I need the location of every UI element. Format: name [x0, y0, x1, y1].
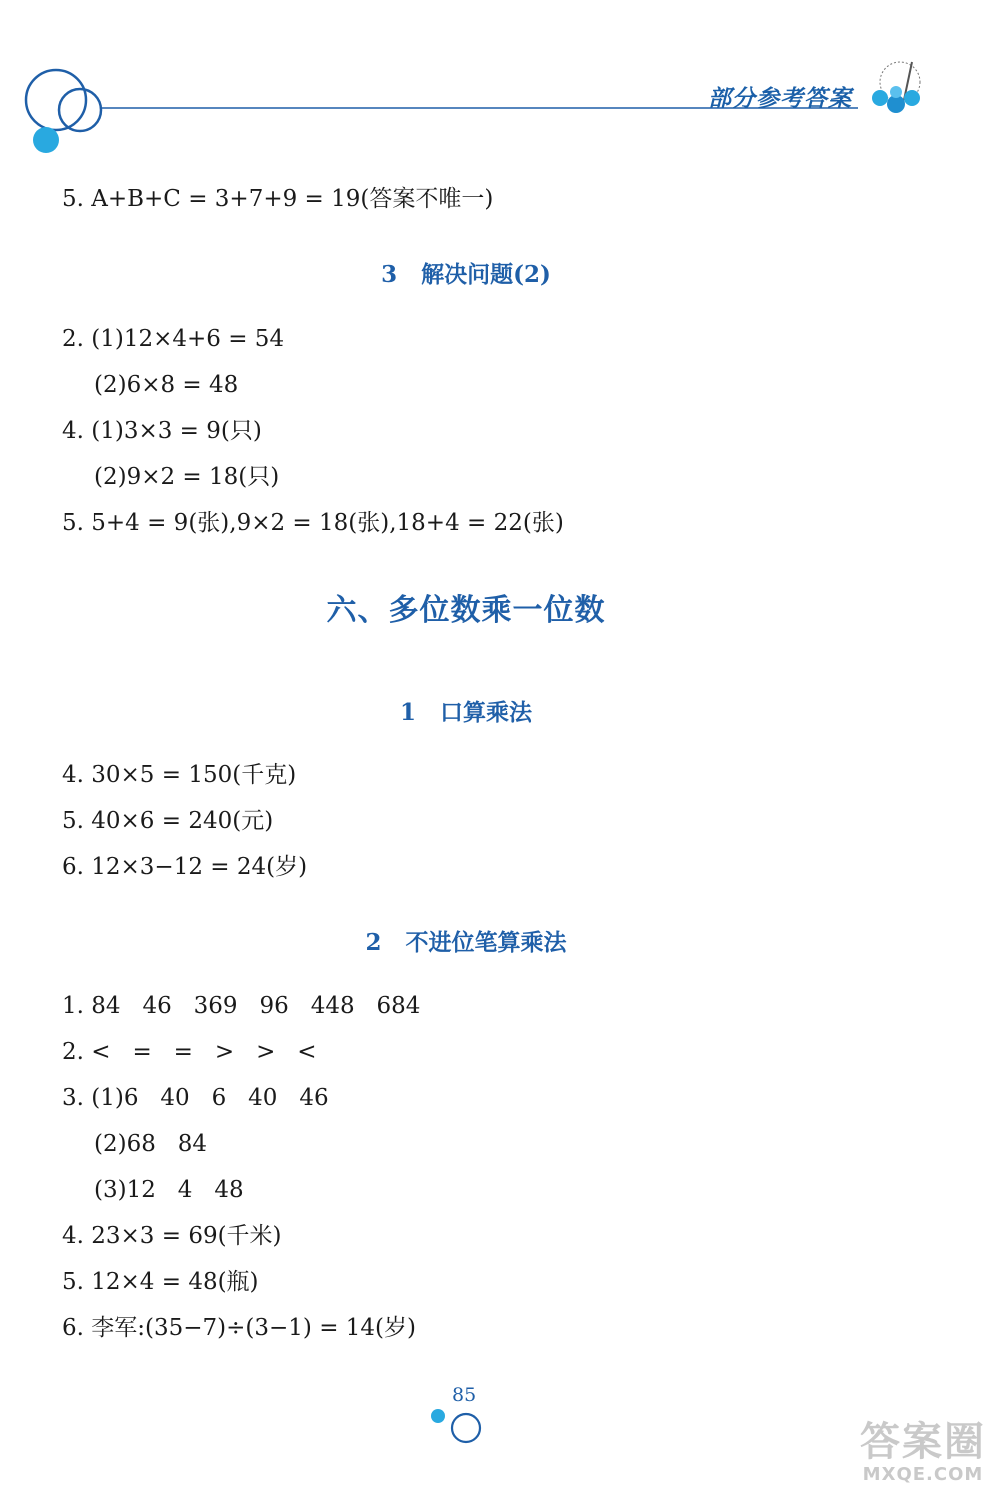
- header-flower-icon: [872, 62, 920, 113]
- answer-line: 4. 23×3 = 69(千米): [62, 1223, 282, 1249]
- section-title: 不进位笔算乘法: [405, 929, 567, 956]
- answer-line: 5. 12×4 = 48(瓶): [62, 1269, 259, 1295]
- header-circle-filled: [33, 127, 59, 153]
- answer-line: 6. 李军:(35−7)÷(3−1) = 14(岁): [62, 1315, 416, 1341]
- section-heading-1: [0, 256, 966, 289]
- answer-line: 1. 84 46 369 96 448 684: [62, 993, 421, 1019]
- answer-line: 5. A+B+C = 3+7+9 = 19(答案不唯一): [62, 186, 494, 212]
- answer-line: 4. 30×5 = 150(千克): [62, 762, 297, 788]
- answer-line: 6. 12×3−12 = 24(岁): [62, 854, 308, 880]
- header-title: 部分参考答案: [708, 86, 852, 112]
- section-title: 口算乘法: [440, 699, 532, 726]
- watermark: [860, 1420, 986, 1485]
- chapter-heading: 六、多位数乘一位数: [326, 593, 606, 628]
- answer-line: (3)12 4 48: [94, 1177, 244, 1203]
- answer-line: (2)68 84: [94, 1131, 208, 1157]
- answer-line: 4. (1)3×3 = 9(只): [62, 418, 262, 444]
- answer-line: 2. < = = > > <: [62, 1039, 317, 1065]
- header-circle-medium: [59, 89, 101, 131]
- watermark-url: MXQE.COM: [862, 1464, 984, 1485]
- answer-line: 5. 40×6 = 240(元): [62, 808, 274, 834]
- page-number: 85: [452, 1384, 477, 1406]
- header-circle-large: [26, 70, 86, 130]
- section-number: 3: [381, 261, 398, 288]
- section-heading-3: [0, 924, 966, 957]
- answer-line: (2)6×8 = 48: [94, 372, 239, 398]
- watermark-text: 答案圈: [860, 1419, 986, 1465]
- answer-line: 3. (1)6 40 6 40 46: [62, 1085, 329, 1111]
- answer-line: (2)9×2 = 18(只): [94, 464, 280, 490]
- section-title: 解决问题(2): [421, 261, 551, 288]
- footer-circle-icon: [452, 1414, 480, 1442]
- footer-decoration: [420, 1400, 500, 1450]
- section-heading-2: [0, 694, 966, 727]
- section-number: 2: [365, 929, 382, 956]
- answer-line: 5. 5+4 = 9(张),9×2 = 18(张),18+4 = 22(张): [62, 510, 564, 536]
- answer-line: 2. (1)12×4+6 = 54: [62, 326, 285, 352]
- section-number: 1: [399, 699, 416, 726]
- footer-dot-icon: [431, 1409, 445, 1423]
